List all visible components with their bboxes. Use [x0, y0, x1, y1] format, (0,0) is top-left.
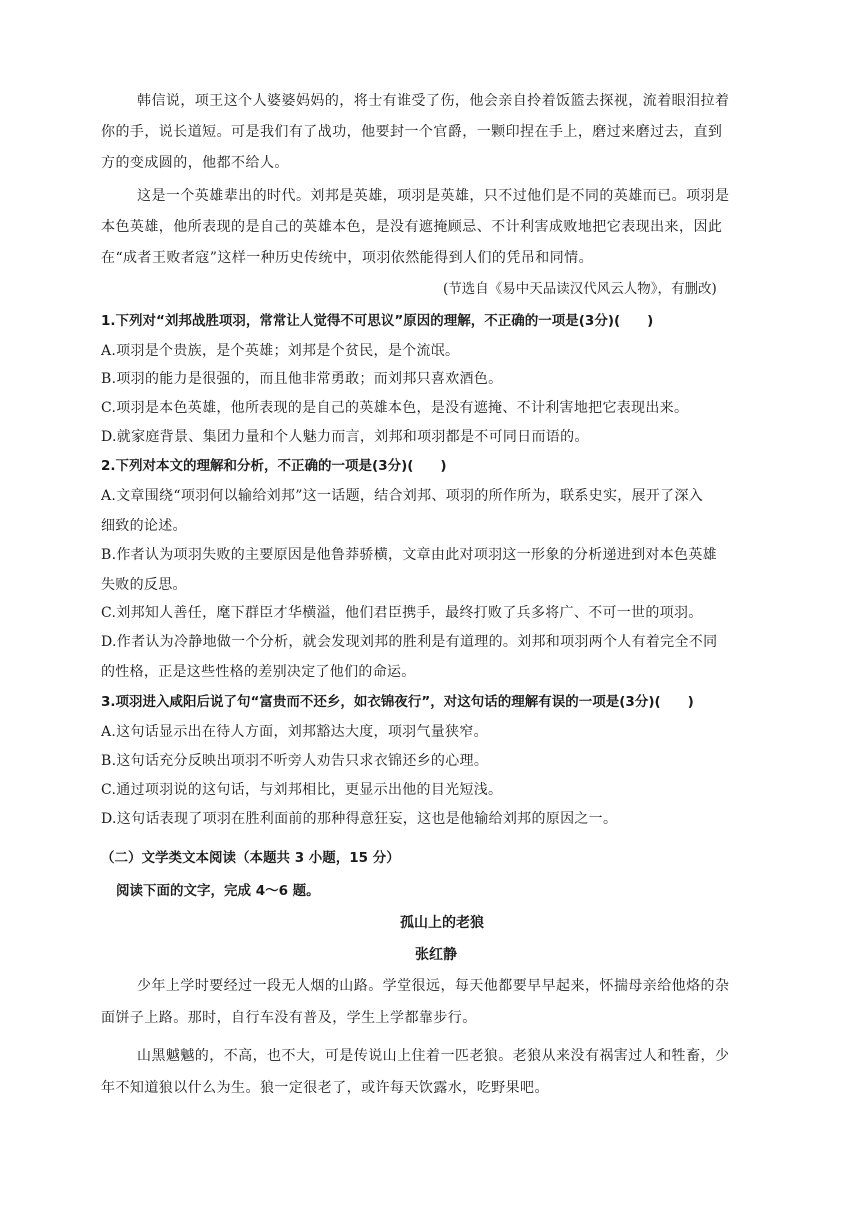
story-title: 孤山上的老狼 [400, 915, 484, 931]
question-2-option-b-line1: B.作者认为项羽失败的主要原因是他鲁莽骄横，文章由此对项羽这一形象的分析递进到对本色英雄 [101, 547, 717, 563]
question-1-option-d: D.就家庭背景、集团力量和个人魅力而言，刘邦和项羽都是不可同日而语的。 [101, 429, 589, 445]
question-2-option-d-line1: D.作者认为冷静地做一个分析，就会发现刘邦的胜利是有道理的。刘邦和项羽两个人有着完全不同 [101, 634, 718, 650]
question-2-option-a-line2: 细致的论述。 [101, 518, 187, 534]
question-2-option-b-line2: 失败的反思。 [101, 577, 187, 593]
passage-source-note: (节选自《易中天品读汉代风云人物》，有删改) [443, 281, 717, 297]
passage1-p2-line1: 这是一个英雄辈出的时代。刘邦是英雄，项羽是英雄，只不过他们是不同的英雄而已。项羽是 [137, 188, 730, 204]
passage1-p1-line2: 你的手，说长道短。可是我们有了战功，他要封一个官爵，一颗印捏在手上，磨过来磨过去，直到 [101, 124, 723, 140]
question-2-option-c: C.刘邦知人善任，麾下群臣才华横溢，他们君臣携手，最终打败了兵多将广、不可一世的项羽。 [101, 605, 703, 621]
passage1-p2-line3: 在“成者王败者寇”这样一种历史传统中，项羽依然能得到人们的凭吊和同情。 [101, 250, 594, 266]
story-author: 张红静 [415, 947, 457, 963]
question-3-option-a: A.这句话显示出在待人方面，刘邦豁达大度，项羽气量狭窄。 [101, 724, 488, 740]
section-2-instruction: 阅读下面的文字，完成 4～6 题。 [116, 883, 320, 899]
question-2-option-d-line2: 的性格，正是这些性格的差别决定了他们的命运。 [101, 664, 416, 680]
story-p1-line2: 面饼子上路。那时，自行车没有普及，学生上学都靠步行。 [101, 1010, 477, 1026]
passage1-p1-line3: 方的变成圆的，他都不给人。 [101, 155, 289, 171]
question-3-option-c: C.通过项羽说的这句话，与刘邦相比，更显示出他的目光短浅。 [101, 782, 503, 798]
section-2-heading: （二）文学类文本阅读（本题共 3 小题，15 分） [101, 850, 400, 866]
story-p2-line2: 年不知道狼以什么为生。狼一定很老了，或许每天饮露水，吃野果吧。 [101, 1080, 549, 1096]
story-p1-line1: 少年上学时要经过一段无人烟的山路。学堂很远，每天他都要早早起来，怀揣母亲给他烙的杂 [137, 978, 730, 994]
question-3-stem: 3.项羽进入咸阳后说了句“富贵而不还乡，如衣锦夜行”，对这句话的理解有误的一项是(3分)( ) [101, 694, 694, 710]
question-1-option-c: C.项羽是本色英雄，他所表现的是自己的英雄本色，是没有遮掩、不计利害地把它表现出来。 [101, 400, 689, 416]
question-1-stem: 1.下列对“刘邦战胜项羽，常常让人觉得不可思议”原因的理解，不正确的一项是(3分)( ) [101, 313, 654, 329]
question-3-option-d: D.这句话表现了项羽在胜利面前的那种得意狂妄，这也是他输给刘邦的原因之一。 [101, 811, 618, 827]
question-1-option-b: B.项羽的能力是很强的，而且他非常勇敢；而刘邦只喜欢酒色。 [101, 371, 503, 387]
story-p2-line1: 山黑魆魆的，不高，也不大，可是传说山上住着一匹老狼。老狼从来没有祸害过人和牲畜，少 [137, 1048, 730, 1064]
question-3-option-b: B.这句话充分反映出项羽不听旁人劝告只求衣锦还乡的心理。 [101, 753, 489, 769]
passage1-p2-line2: 本色英雄，他所表现的是自己的英雄本色，是没有遮掩顾忌、不计利害成败地把它表现出来，因此 [101, 219, 723, 235]
passage1-p1-line1: 韩信说，项王这个人婆婆妈妈的，将士有谁受了伤，他会亲自拎着饭篮去探视，流着眼泪拉着 [137, 93, 730, 109]
question-1-option-a: A.项羽是个贵族，是个英雄；刘邦是个贫民，是个流氓。 [101, 343, 460, 359]
question-2-option-a-line1: A.文章围绕“项羽何以输给刘邦”这一话题，结合刘邦、项羽的所作所为，联系史实，展开了深入 [101, 488, 704, 504]
question-2-stem: 2.下列对本文的理解和分析，不正确的一项是(3分)( ) [101, 458, 447, 474]
